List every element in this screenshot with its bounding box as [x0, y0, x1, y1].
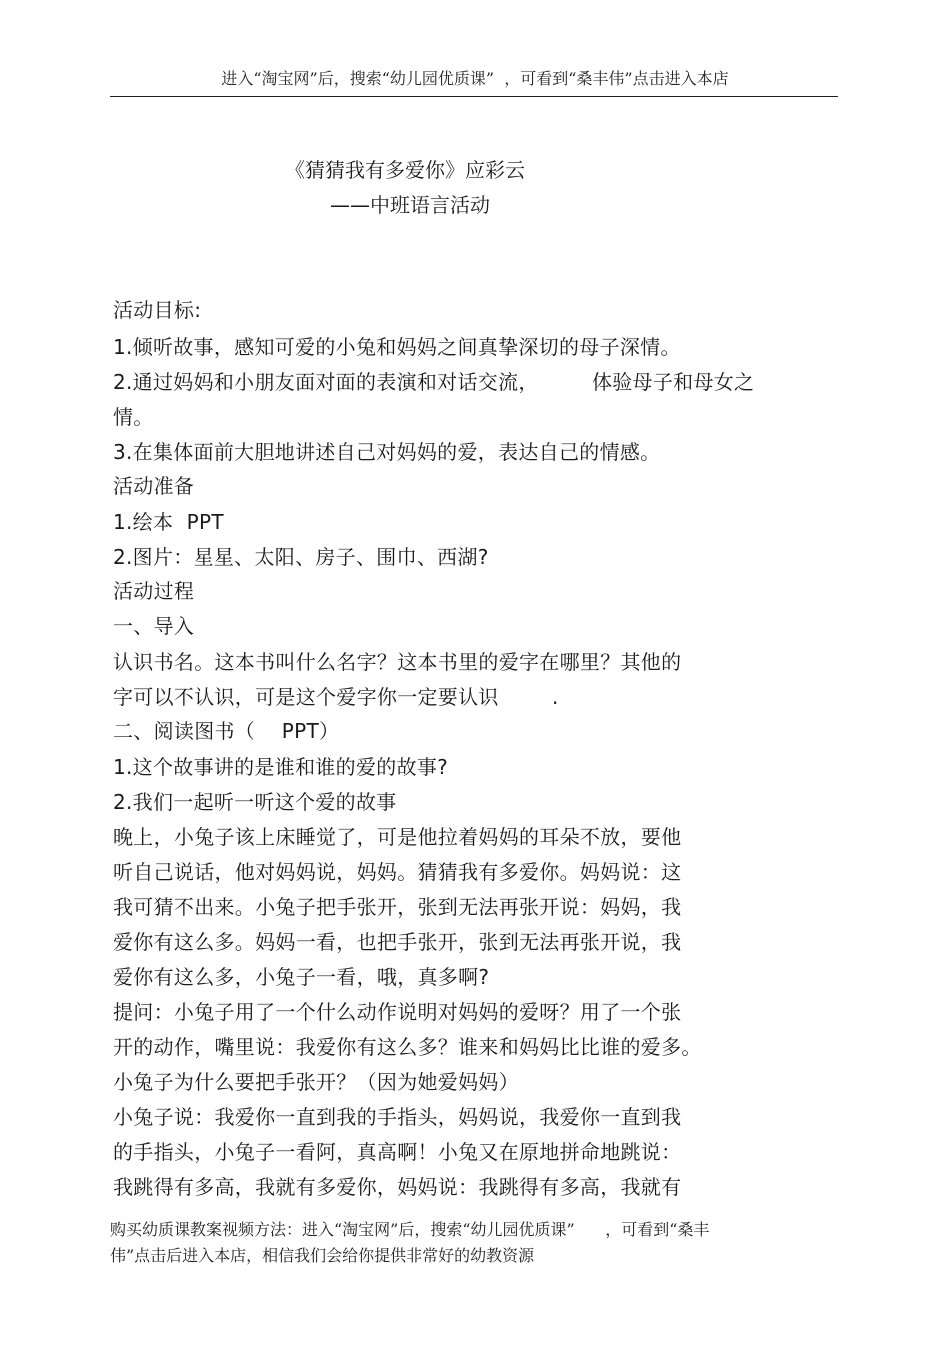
header-divider — [110, 96, 838, 97]
body-line: 1.绘本 PPT — [113, 510, 224, 534]
body-line: 小兔子为什么要把手张开？（因为她爱妈妈） — [113, 1070, 519, 1094]
body-line: 二、阅读图书（ PPT） — [113, 719, 340, 743]
body-line: 小兔子说：我爱你一直到我的手指头，妈妈说，我爱你一直到我 — [113, 1105, 682, 1129]
body-line: 爱你有这么多。妈妈一看，也把手张开，张到无法再张开说，我 — [113, 930, 682, 954]
body-line: 1.倾听故事，感知可爱的小兔和妈妈之间真挚深切的母子深情。 — [113, 335, 681, 359]
body-line: 字可以不认识，可是这个爱字你一定要认识 . — [113, 685, 559, 709]
body-line: 认识书名。这本书叫什么名字？这本书里的爱字在哪里？其他的 — [113, 650, 682, 674]
body-line: 2.通过妈妈和小朋友面对面的表演和对话交流， 体验母子和母女之 — [113, 370, 755, 394]
section-heading-goals: 活动目标: — [113, 298, 202, 322]
body-line: 提问：小兔子用了一个什么动作说明对妈妈的爱呀？用了一个张 — [113, 1000, 682, 1024]
body-line: 1.这个故事讲的是谁和谁的爱的故事? — [113, 755, 449, 779]
page-header: 进入“淘宝网”后，搜索“幼儿园优质课” ，可看到“桑丰伟”点击进入本店 — [221, 69, 729, 88]
body-line: 爱你有这么多，小兔子一看，哦，真多啊? — [113, 965, 490, 989]
body-line: 开的动作，嘴里说：我爱你有这么多？谁来和妈妈比比谁的爱多。 — [113, 1035, 702, 1059]
section-heading-preparation: 活动准备 — [113, 474, 195, 498]
body-line: 3.在集体面前大胆地讲述自己对妈妈的爱，表达自己的情感。 — [113, 440, 661, 464]
body-line: 的手指头，小兔子一看阿，真高啊！小兔又在原地拼命地跳说： — [113, 1140, 682, 1164]
body-line: 一、导入 — [113, 614, 195, 638]
body-line: 晚上，小兔子该上床睡觉了，可是他拉着妈妈的耳朵不放，要他 — [113, 825, 682, 849]
document-subtitle: ——中班语言活动 — [330, 193, 490, 217]
document-title: 《猜猜我有多爱你》应彩云 — [285, 158, 525, 182]
body-line: 我跳得有多高，我就有多爱你，妈妈说：我跳得有多高，我就有 — [113, 1175, 682, 1199]
footer-line-2: 伟”点击后进入本店，相信我们会给你提供非常好的幼教资源 — [110, 1246, 535, 1265]
body-line: 听自己说话，他对妈妈说，妈妈。猜猜我有多爱你。妈妈说：这 — [113, 860, 682, 884]
body-line: 我可猜不出来。小兔子把手张开，张到无法再张开说：妈妈，我 — [113, 895, 682, 919]
body-line: 2.我们一起听一听这个爱的故事 — [113, 790, 397, 814]
body-line: 2.图片：星星、太阳、房子、围巾、西湖? — [113, 545, 489, 569]
body-line: 情。 — [113, 405, 154, 429]
section-heading-process: 活动过程 — [113, 579, 195, 603]
footer-line-1: 购买幼质课教案视频方法：进入“淘宝网”后，搜索“幼儿园优质课” ，可看到“桑丰 — [110, 1220, 710, 1239]
